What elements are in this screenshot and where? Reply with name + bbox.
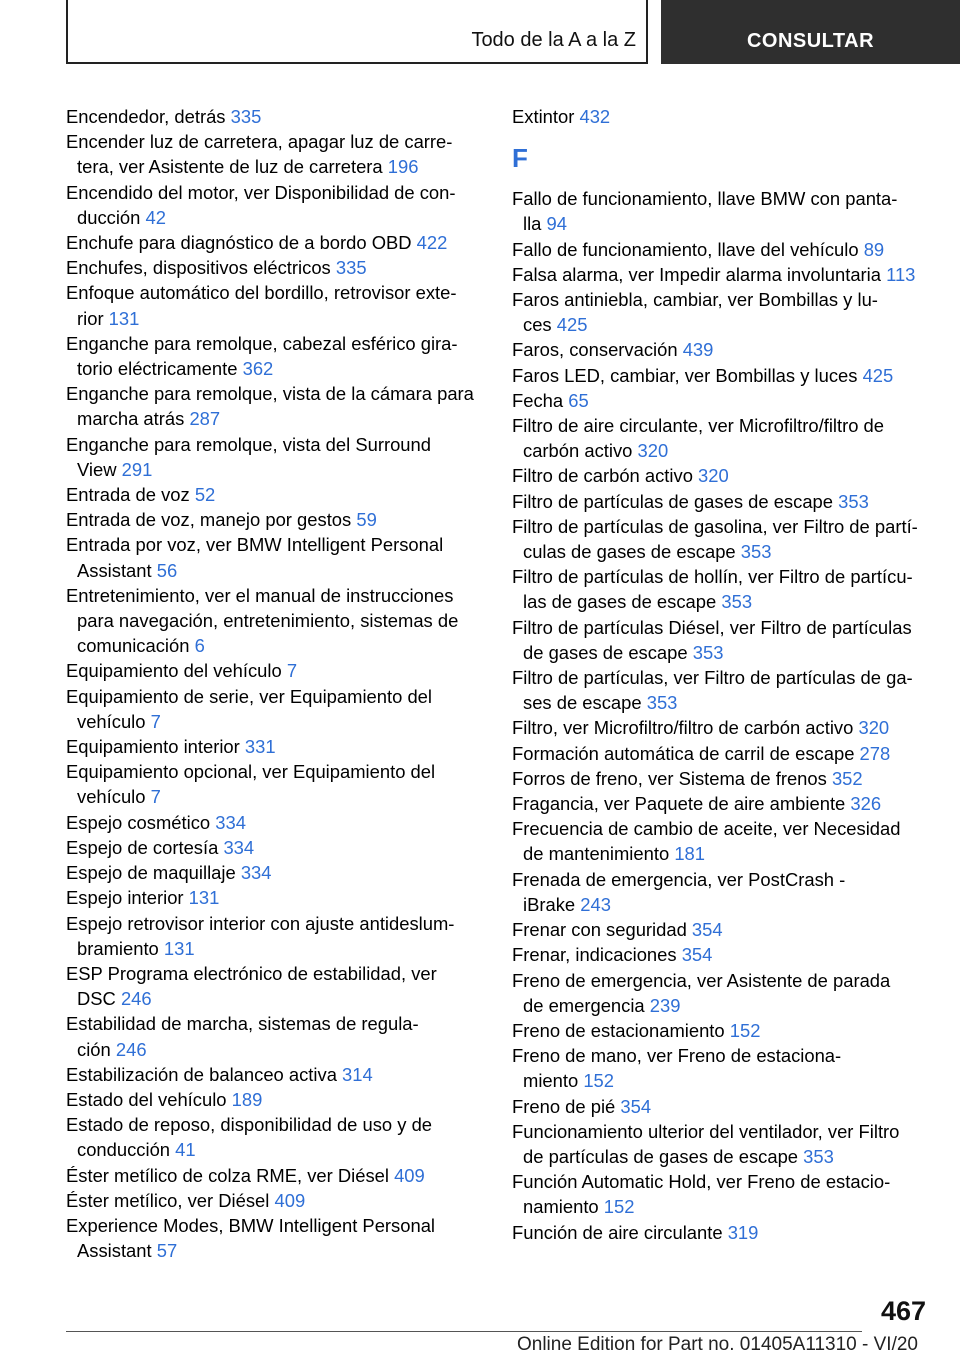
page-link[interactable]: 320 [858,717,890,739]
entry-text: Equipamiento del vehículo [66,660,287,682]
page-link[interactable]: 432 [579,106,611,127]
index-entry [66,1011,480,1061]
index-entry [66,532,480,582]
entry-text: DSC [77,988,121,1010]
entry-text: Entrada por voz, ver BMW Intelligent Personal [66,534,444,556]
entry-text: carbón activo [523,440,638,462]
entry-text: Filtro de partículas, ver Filtro de partículas de ga- [512,667,913,689]
page-link[interactable]: 7 [286,660,298,682]
index-entry [512,1220,930,1245]
index-entry [66,1087,480,1112]
entry-text: ducción [77,206,146,228]
page-link[interactable]: 7 [150,710,161,732]
page-link[interactable]: 56 [156,559,178,581]
page-link[interactable]: 131 [108,307,140,329]
index-entry [66,658,480,683]
entry-text: Fallo de funcionamiento, llave del vehículo [512,238,864,260]
index-entry [512,337,930,362]
entry-text: Espejo interior [66,887,189,909]
entry-text: Formación automática de carril de escape [512,742,860,764]
entry-text: Estabilidad de marcha, sistemas de regula- [66,1013,419,1035]
page-link[interactable]: 335 [230,106,262,127]
entry-text: Falsa alarma, ver Impedir alarma involuntaria [512,263,887,285]
entry-text: Freno de emergencia, ver Asistente de parada [512,969,891,991]
page-link[interactable]: 196 [387,156,419,178]
index-entry [512,1043,930,1093]
entry-text: Frenar con seguridad [512,919,692,941]
entry-text: torio eléctricamente [77,358,243,380]
page-link[interactable]: 422 [416,232,448,254]
entry-text: de mantenimiento [523,843,675,865]
section-title: Todo de la A a la Z [471,29,636,51]
entry-text: Filtro, ver Microfiltro/filtro de carbón activo [512,717,859,739]
entry-text: Freno de pié [512,1095,621,1117]
entry-text: Éster metílico, ver Diésel [66,1189,275,1211]
page-link[interactable]: 335 [335,257,367,279]
page-link[interactable]: 425 [556,314,588,336]
entry-text: namiento [523,1196,604,1218]
footer-text: Online Edition for Part no. 01405A11310 - VI/20 [516,1334,918,1355]
entry-text: Funcionamiento ulterior del ventilador, ver Filtro [512,1120,900,1142]
page-link[interactable]: 246 [120,988,152,1010]
index-entry [512,766,930,791]
entry-text: Filtro de partículas de gases de escape [512,490,839,512]
index-entry [512,741,930,766]
entry-text: ses de escape [523,692,647,714]
page-link[interactable]: 353 [740,541,772,563]
entry-text: Fecha [512,389,569,411]
page-link[interactable]: 239 [649,994,681,1016]
entry-text: Estado del vehículo [66,1088,232,1110]
entry-text: ción [77,1038,116,1060]
entry-text: Enfoque automático del bordillo, retrovisor exte- [66,282,457,304]
page-link[interactable]: 291 [121,458,153,480]
index-entry [66,911,480,961]
entry-text: Enchufes, dispositivos eléctricos [66,257,336,279]
index-entry [512,1169,930,1219]
entry-text: de emergencia [523,994,650,1016]
index-entry [66,583,480,659]
entry-text: Espejo de cortesía [66,836,224,858]
page-link[interactable]: 314 [342,1063,373,1085]
index-entry [66,280,480,330]
page-link[interactable]: 131 [163,937,195,959]
entry-text: Freno de mano, ver Freno de estaciona- [512,1045,842,1067]
index-entry [512,413,930,463]
entry-text: Filtro de carbón activo [512,465,699,487]
page-link[interactable]: 331 [244,736,276,758]
page-number: 467 [880,1296,926,1326]
entry-text: Enganche para remolque, vista del Surround [66,433,431,455]
entry-text: ces [523,314,557,336]
entry-text: Equipamiento opcional, ver Equipamiento del [66,761,436,783]
entry-text: marcha atrás [77,408,190,430]
entry-text: Encendedor, detrás [66,106,231,127]
page-link[interactable]: 354 [691,919,723,941]
index-entry [512,1018,930,1043]
page-link[interactable]: 189 [231,1088,263,1110]
index-entry [66,230,480,255]
page-link[interactable]: 52 [194,484,216,506]
index-entry [512,564,930,614]
entry-text: Filtro de partículas de hollín, ver Filtro de partícu- [512,566,913,588]
index-entry [66,104,480,129]
entry-text: Entrada de voz [66,484,195,506]
index-entry [66,331,480,381]
index-column-right [512,104,930,1245]
index-entry [66,381,480,431]
entry-text: Extintor [512,106,580,127]
page-link[interactable]: 362 [242,358,274,380]
entry-text: Éster metílico de colza RME, ver Diésel [66,1164,395,1186]
entry-text: Frenar, indicaciones [512,944,682,966]
entry-text: Frenada de emergencia, ver PostCrash - [512,868,846,890]
index-entry [512,791,930,816]
page-link[interactable]: 409 [394,1164,425,1186]
index-entry [512,615,930,665]
entry-text: Faros antiniebla, cambiar, ver Bombillas y lu- [512,289,878,311]
index-entry [512,867,930,917]
page-link[interactable]: 152 [583,1070,614,1092]
entry-text: Encendido del motor, ver Disponibilidad de con- [66,181,456,203]
page-link[interactable]: 320 [698,465,729,487]
page-link[interactable]: 409 [274,1189,306,1211]
entry-text: vehículo [77,710,151,732]
index-entry [66,1163,480,1188]
entry-text: ESP Programa electrónico de estabilidad, ver [66,962,437,984]
index-entry [66,432,480,482]
page-link[interactable]: 42 [145,206,166,228]
page-link[interactable]: 353 [646,692,678,714]
entry-text: Freno de estacionamiento [512,1019,730,1041]
page-link[interactable]: 320 [637,440,669,462]
entry-text: Espejo cosmético [66,811,216,833]
page-link[interactable]: 181 [674,843,705,865]
index-entry [512,463,930,488]
entry-text: miento [523,1070,584,1092]
entry-text: Fallo de funcionamiento, llave BMW con panta- [512,188,898,210]
page-link[interactable]: 439 [682,339,714,361]
index-entry [512,1094,930,1119]
page-link[interactable]: 6 [194,635,205,657]
entry-text: View [77,458,122,480]
entry-text: Enganche para remolque, vista de la cámara para [66,383,474,405]
index-entry [66,482,480,507]
index-entry [512,715,930,740]
index-entry [512,1119,930,1169]
index-entry [66,684,480,734]
entry-text: Experience Modes, BMW Intelligent Personal [66,1214,436,1236]
entry-text: Estado de reposo, disponibilidad de uso y de [66,1114,433,1136]
entry-text: Equipamiento de serie, ver Equipamiento del [66,685,432,707]
entry-text: Función de aire circulante [512,1221,728,1243]
index-entry [66,860,480,885]
entry-text: Encender luz de carretera, apagar luz de carre- [66,131,453,153]
entry-text: tera, ver Asistente de luz de carretera [77,156,388,178]
page-link[interactable]: 57 [156,1240,178,1262]
index-entry [66,1062,480,1087]
section-letter-heading: F [512,143,528,174]
tab-consultar[interactable]: CONSULTAR [661,0,960,64]
entry-text: las de gases de escape [523,591,722,613]
index-entry [66,180,480,230]
entry-text: Espejo de maquillaje [66,862,241,884]
page-link[interactable]: 354 [620,1095,652,1117]
index-entry [66,810,480,835]
page-link[interactable]: 334 [215,811,246,833]
page-link[interactable]: 334 [223,836,255,858]
index-entry [512,363,930,388]
page-link[interactable]: 326 [850,793,882,815]
page-link[interactable]: 7 [150,786,161,808]
index-entry [66,885,480,910]
index-entry [512,665,930,715]
entry-text: Enchufe para diagnóstico de a bordo OBD [66,232,417,254]
page-link[interactable]: 353 [692,641,724,663]
entry-text: Enganche para remolque, cabezal esférico gira- [66,332,458,354]
page-link[interactable]: 334 [240,862,272,884]
index-entry [512,514,930,564]
index-entry [66,129,480,179]
page-link[interactable]: 425 [862,364,894,386]
entry-text: Filtro de partículas de gasolina, ver Filtro de partí- [512,515,918,537]
page-link[interactable]: 246 [115,1038,147,1060]
index-entry [66,255,480,280]
page-link[interactable]: 243 [580,893,611,915]
page-link[interactable]: 319 [727,1221,759,1243]
entry-text: vehículo [77,786,151,808]
index-entry [512,237,930,262]
entry-text: Assistant [77,559,157,581]
page-link[interactable]: 131 [188,887,220,909]
index-entry [512,816,930,866]
page-link[interactable]: 278 [859,742,891,764]
index-entry [512,287,930,337]
entry-text: Faros, conservación [512,339,683,361]
page-link[interactable]: 354 [681,944,713,966]
entry-text: Entretenimiento, ver el manual de instrucciones [66,584,454,606]
index-entry [512,186,930,236]
page-link[interactable]: 352 [831,767,863,789]
entry-text: iBrake [523,893,581,915]
entry-text: Forros de freno, ver Sistema de frenos [512,767,832,789]
footer-rule [66,1331,862,1332]
page-link[interactable]: 59 [356,509,377,531]
entry-text: comunicación [77,635,195,657]
index-entry [512,942,930,967]
entry-text: Fragancia, ver Paquete de aire ambiente [512,793,851,815]
entry-text: de partículas de gases de escape [523,1145,804,1167]
index-entry [66,835,480,860]
entry-text: Filtro de partículas Diésel, ver Filtro de partículas [512,616,912,638]
entry-text: de gases de escape [523,641,693,663]
index-entry [512,917,930,942]
entry-text: Entrada de voz, manejo por gestos [66,509,357,531]
entry-text: Estabilización de balanceo activa [66,1063,343,1085]
index-entry [512,104,930,129]
entry-text: Filtro de aire circulante, ver Microfiltro/filtro de [512,415,885,437]
page-link[interactable]: 353 [838,490,869,512]
entry-text: lla [523,213,547,235]
index-entry [66,1188,480,1213]
entry-text: para navegación, entretenimiento, sistemas de [77,610,459,632]
entry-text: bramiento [77,937,164,959]
index-entry [66,759,480,809]
index-entry [66,1112,480,1162]
page-link[interactable]: 353 [803,1145,834,1167]
entry-text: Assistant [77,1240,157,1262]
page-link[interactable]: 152 [603,1196,635,1218]
index-entry [66,507,480,532]
entry-text: rior [77,307,109,329]
page-link[interactable]: 41 [175,1139,196,1161]
page-link[interactable]: 113 [886,263,916,285]
index-entry [512,388,930,413]
page-link[interactable]: 152 [729,1019,761,1041]
entry-text: Equipamiento interior [66,736,245,758]
page-link[interactable]: 89 [863,238,885,260]
entry-text: Espejo retrovisor interior con ajuste antideslum- [66,912,455,934]
index-entry [66,961,480,1011]
entry-text: conducción [77,1139,176,1161]
index-entry [512,489,930,514]
entry-text: culas de gases de escape [523,541,741,563]
index-entry [66,1213,480,1263]
entry-text: Función Automatic Hold, ver Freno de estacio- [512,1171,891,1193]
entry-text: Frecuencia de cambio de aceite, ver Necesidad [512,818,901,840]
index-entry [512,968,930,1018]
page-link[interactable]: 287 [189,408,221,430]
entry-text: Faros LED, cambiar, ver Bombillas y luces [512,364,863,386]
index-entry [66,734,480,759]
index-entry [512,262,930,287]
page-link[interactable]: 65 [568,389,589,411]
index-column-left [66,104,480,1263]
page-link[interactable]: 94 [546,213,567,235]
page-link[interactable]: 353 [721,591,753,613]
